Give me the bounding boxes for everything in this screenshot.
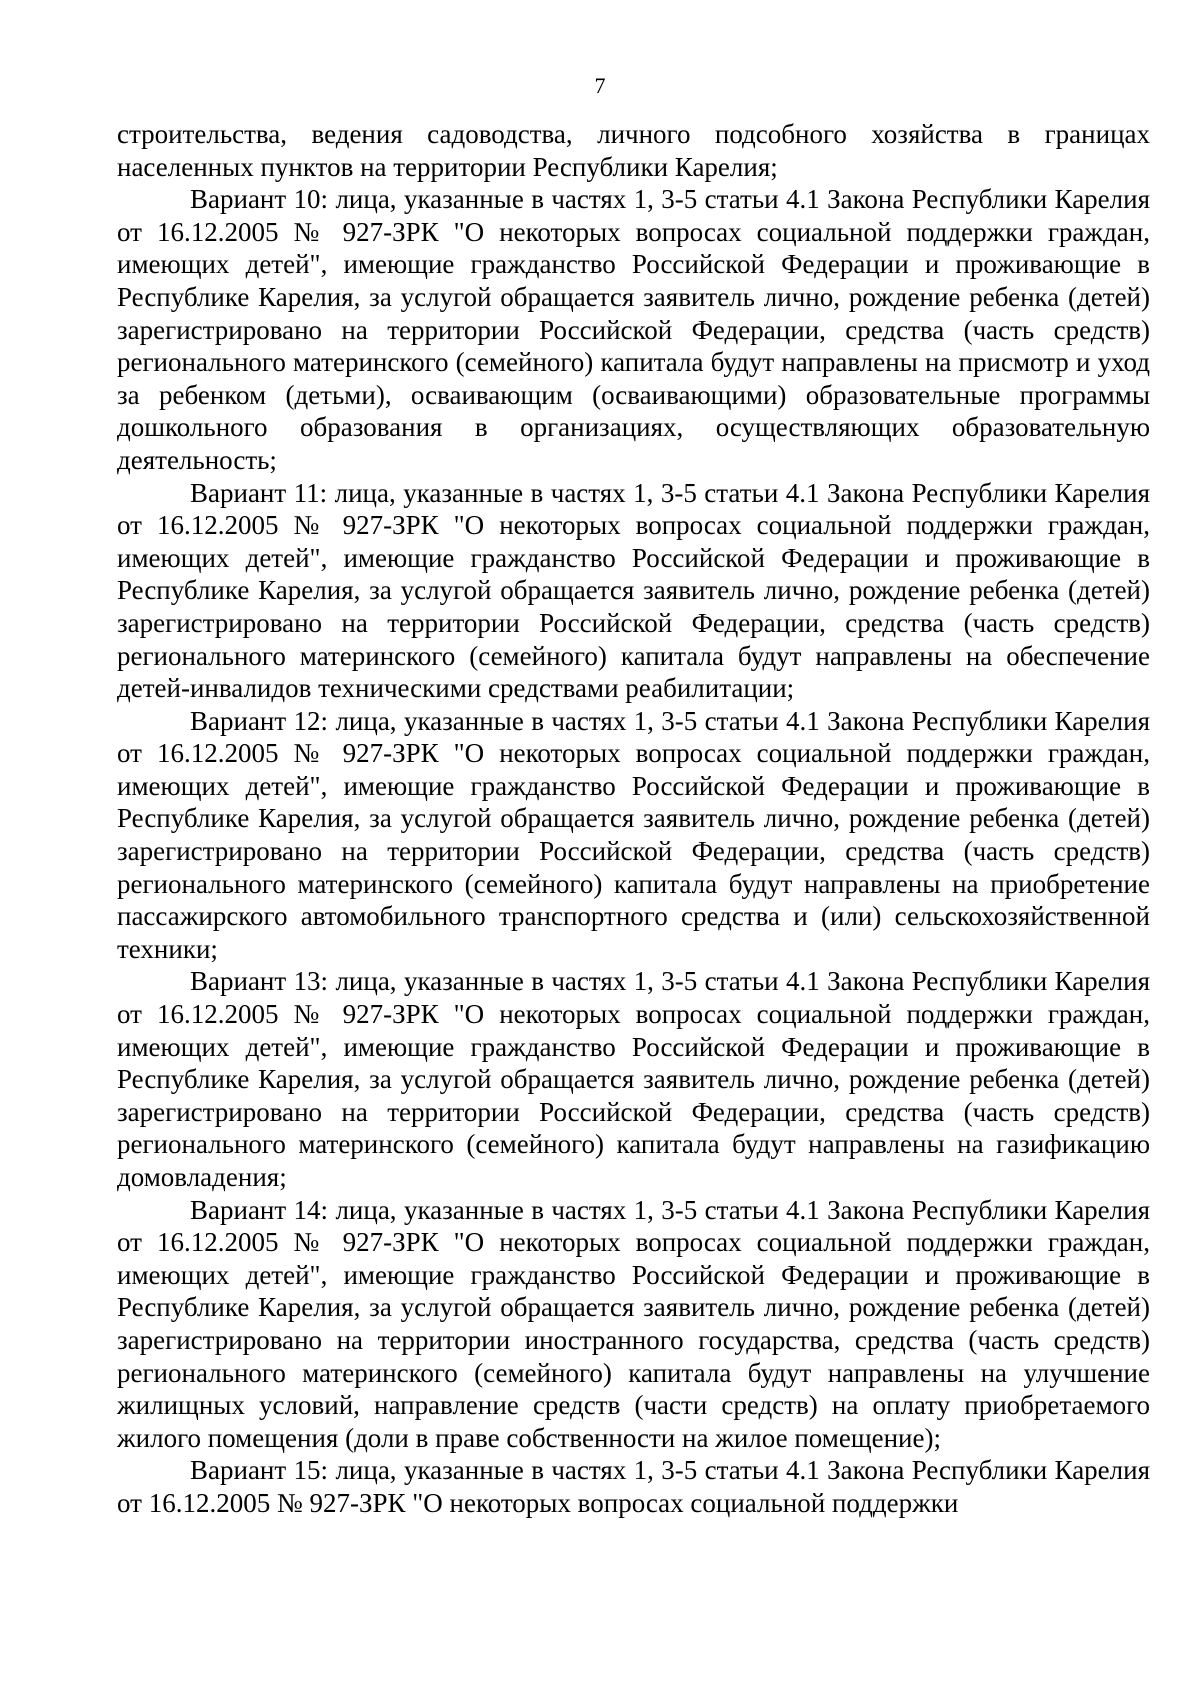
document-body <box>117 118 1150 1520</box>
paragraph-variant-12: Вариант 12: лица, указанные в частях 1, 3-5 статьи 4.1 Закона Республики Карелия от 16.12.2005 № 927-ЗРК "О некоторых вопросах социальной поддержки граждан, имеющих детей", имеющие гражданство Российской Федерации и проживающие в Республике Карелия, за услугой обращается заявитель лично, рождение ребенка (детей) зарегистрировано на территории Российской Федерации, средства (часть средств) регионального материнского (семейного) капитала будут направлены на приобретение пассажирского автомобильного транспортного средства и (или) сельскохозяйственной техники; <box>117 705 1150 964</box>
paragraph-variant-11: Вариант 11: лица, указанные в частях 1, 3-5 статьи 4.1 Закона Республики Карелия от 16.12.2005 № 927-ЗРК "О некоторых вопросах социальной поддержки граждан, имеющих детей", имеющие гражданство Российской Федерации и проживающие в Республике Карелия, за услугой обращается заявитель лично, рождение ребенка (детей) зарегистрировано на территории Российской Федерации, средства (часть средств) регионального материнского (семейного) капитала будут направлены на обеспечение детей-инвалидов техническими средствами реабилитации; <box>117 477 1150 704</box>
paragraph-variant-15: Вариант 15: лица, указанные в частях 1, 3-5 статьи 4.1 Закона Республики Карелия от 16.12.2005 № 927-ЗРК "О некоторых вопросах социальной поддержки <box>117 1455 1150 1518</box>
page-number: 7 <box>594 73 606 98</box>
paragraph-variant-10: Вариант 10: лица, указанные в частях 1, 3-5 статьи 4.1 Закона Республики Карелия от 16.12.2005 № 927-ЗРК "О некоторых вопросах социальной поддержки граждан, имеющих детей", имеющие гражданство Российской Федерации и проживающие в Республике Карелия, за услугой обращается заявитель лично, рождение ребенка (детей) зарегистрировано на территории Российской Федерации, средства (часть средств) регионального материнского (семейного) капитала будут направлены на присмотр и уход за ребенком (детьми), осваивающим (осваивающими) образовательные программы дошкольного образования в организациях, осуществляющих образовательную деятельность; <box>117 184 1150 475</box>
paragraph-continuation: строительства, ведения садоводства, личного подсобного хозяйства в границах населенных пунктов на территории Республики Карелия; <box>117 119 1150 182</box>
paragraph-variant-14: Вариант 14: лица, указанные в частях 1, 3-5 статьи 4.1 Закона Республики Карелия от 16.12.2005 № 927-ЗРК "О некоторых вопросах социальной поддержки граждан, имеющих детей", имеющие гражданство Российской Федерации и проживающие в Республике Карелия, за услугой обращается заявитель лично, рождение ребенка (детей) зарегистрировано на территории иностранного государства, средства (часть средств) регионального материнского (семейного) капитала будут направлены на улучшение жилищных условий, направление средств (части средств) на оплату приобретаемого жилого помещения (доли в праве собственности на жилое помещение); <box>117 1194 1150 1453</box>
paragraph-variant-13: Вариант 13: лица, указанные в частях 1, 3-5 статьи 4.1 Закона Республики Карелия от 16.12.2005 № 927-ЗРК "О некоторых вопросах социальной поддержки граждан, имеющих детей", имеющие гражданство Российской Федерации и проживающие в Республике Карелия, за услугой обращается заявитель лично, рождение ребенка (детей) зарегистрировано на территории Российской Федерации, средства (часть средств) регионального материнского (семейного) капитала будут направлены на газификацию домовладения; <box>117 966 1150 1192</box>
